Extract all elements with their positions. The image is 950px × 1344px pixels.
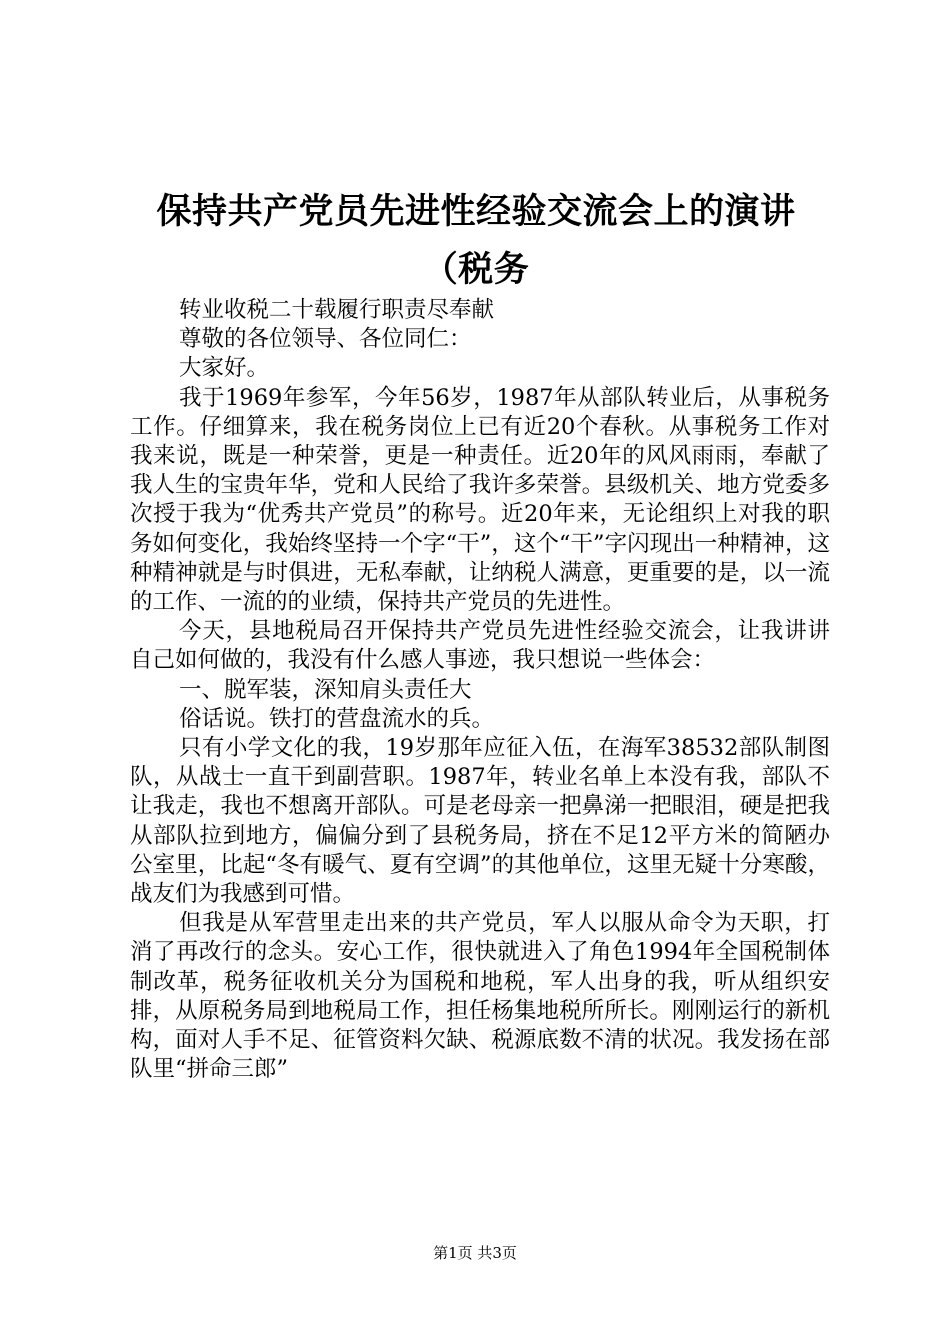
greeting-paragraph: 大家好。 (179, 355, 270, 382)
body-paragraph: 今天，县地税局召开保持共产党员先进性经验交流会，让我讲讲自己如何做的，我没有什么感人事迹，我只想说一些体会： (130, 618, 830, 674)
page-footer: 第1页 共3页 (433, 1244, 517, 1262)
document-title: 保持共产党员先进性经验交流会上的演讲（税务 (156, 192, 796, 290)
subtitle-paragraph: 转业收税二十载履行职责尽奉献 (179, 297, 495, 323)
body-paragraph: 俗话说。铁打的营盘流水的兵。 (179, 705, 495, 732)
salutation-paragraph: 尊敬的各位领导、各位同仁： (179, 326, 472, 353)
body-paragraph: 我于1969年参军，今年56岁，1987年从部队转业后，从事税务工作。仔细算来，我在税务岗位上已有近20个春秋。从事税务工作对我来说，既是一种荣誉，更是一种责任。近20年的风风雨雨，奉献了我人生的宝贵年华，党和人民给了我许多荣誉。县级机关、地方党委多次授于我为“优秀共产党员”的称号。近20年来，无论组织上对我的职务如何变化，我始终坚持一个字“干”，这个“干”字闪现出一种精神，这种精神就是与时俱进，无私奉献，让纳税人满意，更重要的是，以一流的工作、一流的的业绩，保持共产党员的先进性。 (130, 384, 830, 616)
body-paragraph: 但我是从军营里走出来的共产党员，军人以服从命令为天职，打消了再改行的念头。安心工作，很快就进入了角色1994年全国税制体制改革，税务征收机关分为国税和地税，军人出身的我，听从组织安排，从原税务局到地税局工作，担任杨集地税所所长。刚刚运行的新机构，面对人手不足、征管资料欠缺、税源底数不清的状况。我发扬在部队里“拼命三郎” (130, 910, 830, 1083)
document-body (130, 296, 830, 1084)
section-heading: 一、脱军装，深知肩头责任大 (179, 676, 472, 703)
body-paragraph: 只有小学文化的我，19岁那年应征入伍，在海军38532部队制图队，从战士一直干到副营职。1987年，转业名单上本没有我，部队不让我走，我也不想离开部队。可是老母亲一把鼻涕一把眼泪，硬是把我从部队拉到地方，偏偏分到了县税务局，挤在不足12平方米的简陋办公室里，比起“冬有暖气、夏有空调”的其他单位，这里无疑十分寒酸，战友们为我感到可惜。 (130, 735, 830, 908)
